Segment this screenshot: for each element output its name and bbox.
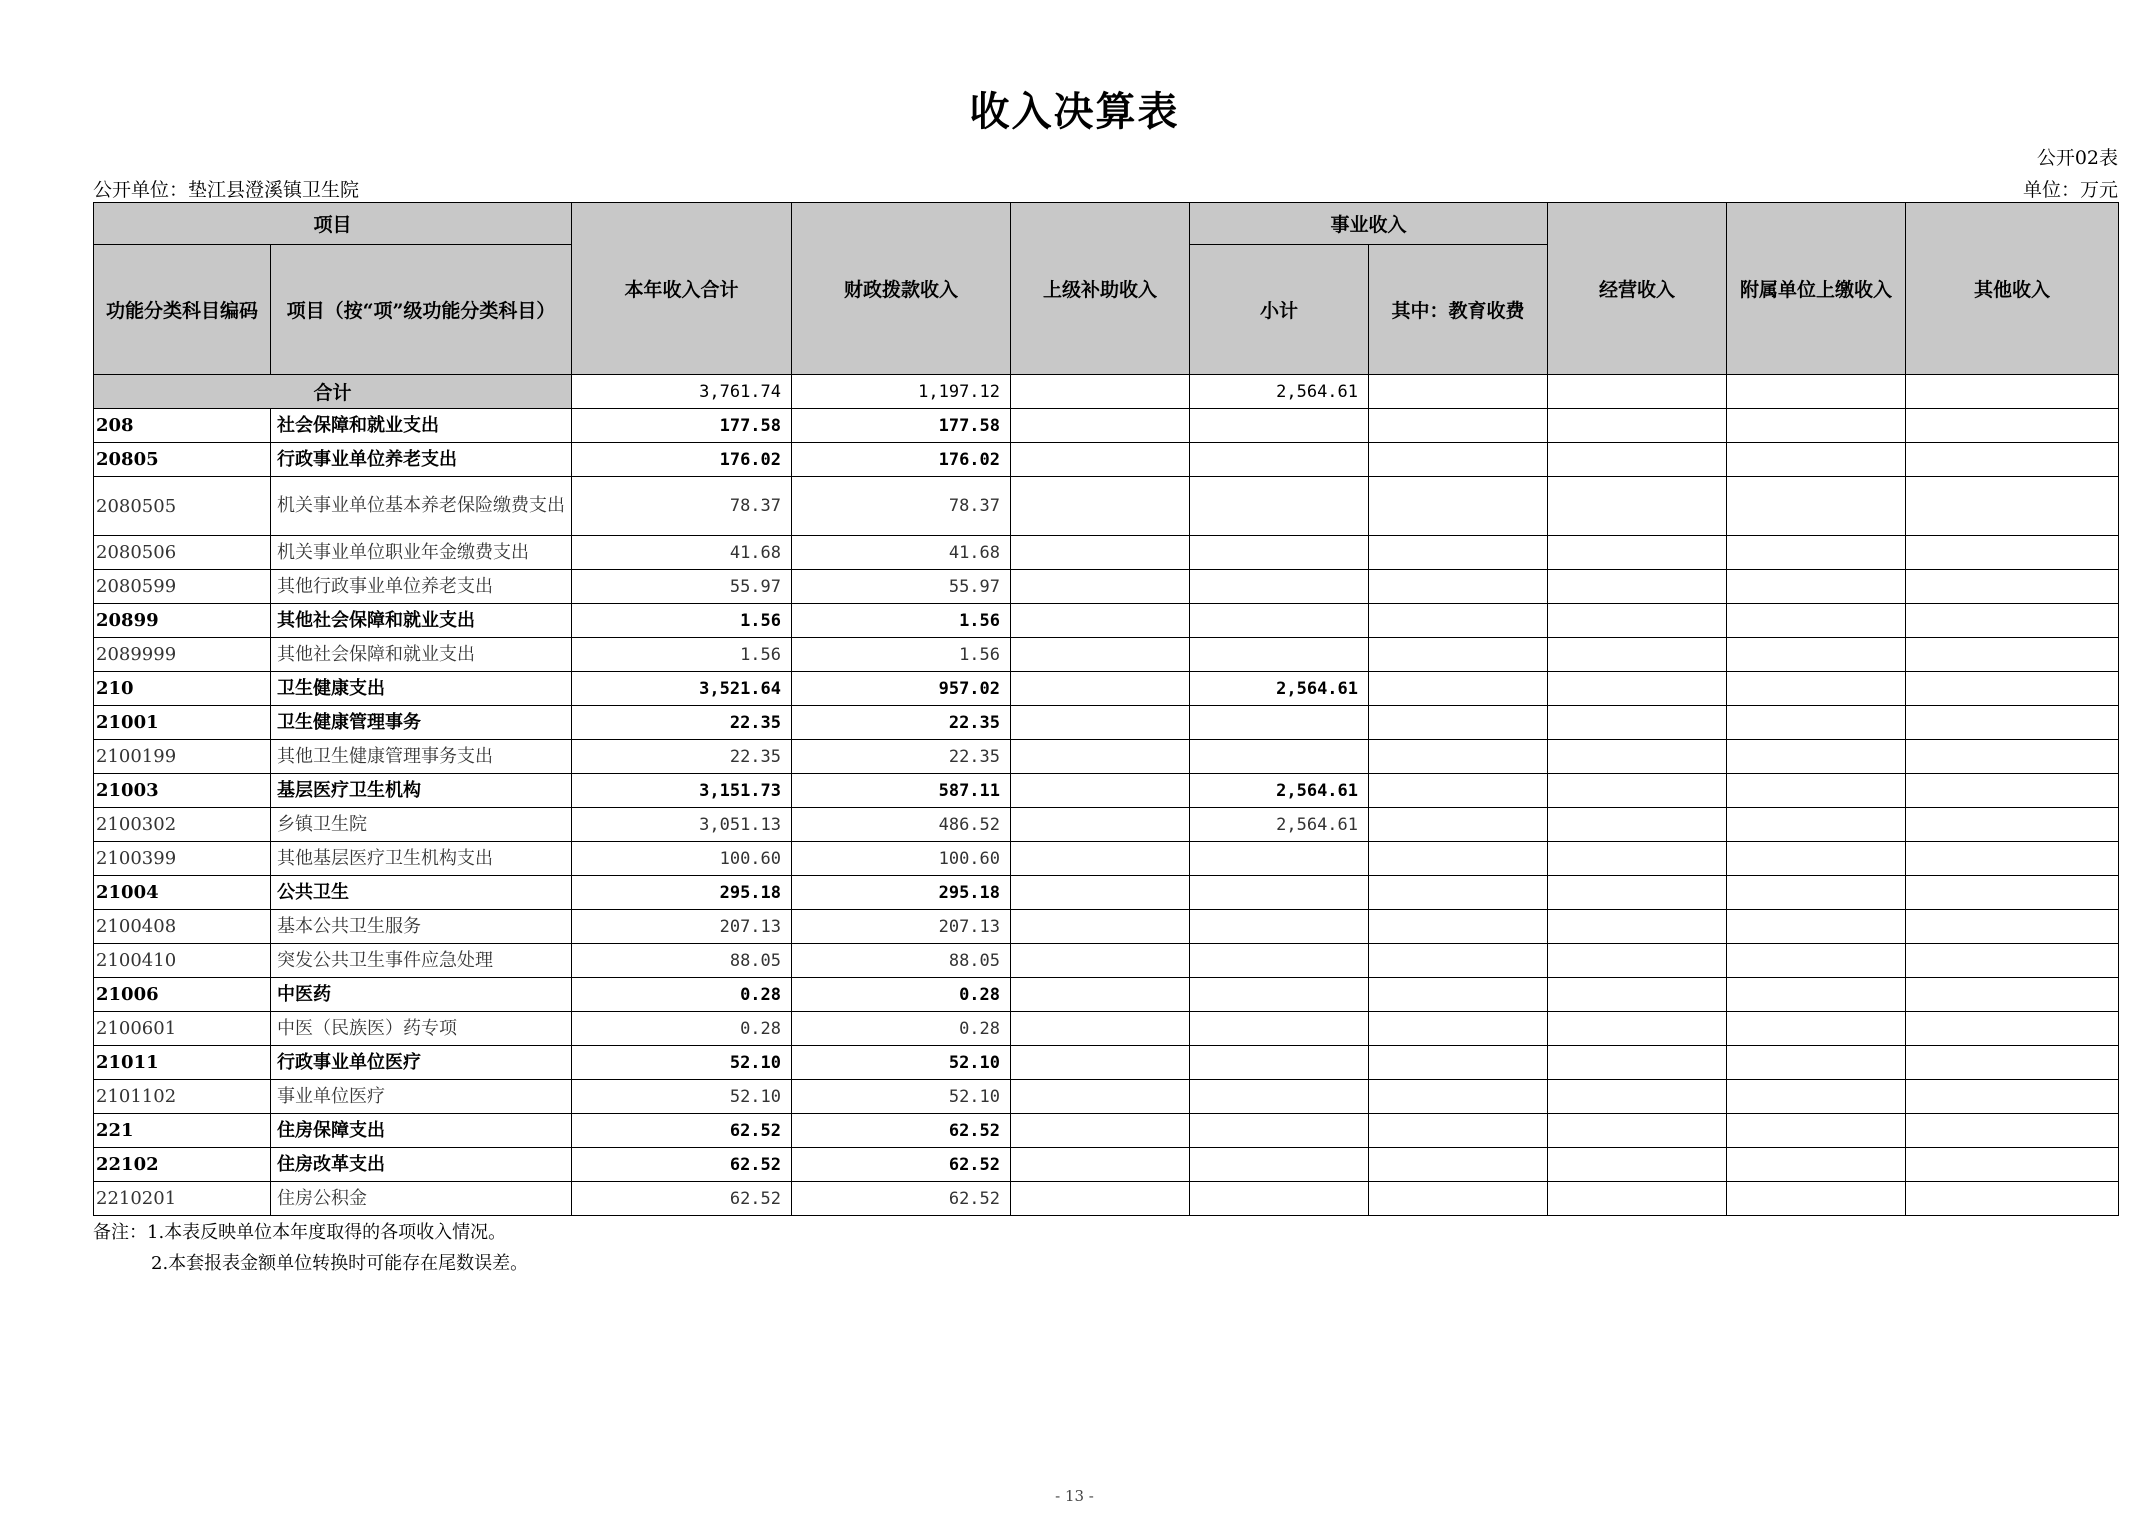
row-superior-subsidy	[1011, 740, 1190, 774]
row-total-income: 176.02	[572, 443, 792, 477]
header-affiliated-income: 附属单位上缴收入	[1727, 203, 1906, 375]
row-name: 机关事业单位基本养老保险缴费支出	[271, 477, 572, 536]
row-fiscal-income: 88.05	[792, 944, 1011, 978]
row-other-income	[1906, 570, 2119, 604]
row-total-income: 62.52	[572, 1114, 792, 1148]
table-row	[94, 570, 2119, 604]
row-superior-subsidy	[1011, 944, 1190, 978]
row-superior-subsidy	[1011, 1012, 1190, 1046]
table-row	[94, 706, 2119, 740]
row-superior-subsidy	[1011, 409, 1190, 443]
row-total-income: 0.28	[572, 978, 792, 1012]
row-education-fee	[1369, 842, 1548, 876]
row-operating-income	[1548, 477, 1727, 536]
table-row	[94, 443, 2119, 477]
total-fiscal-value: 1,197.12	[792, 375, 1011, 409]
total-row	[94, 375, 2119, 409]
row-operating-income	[1548, 876, 1727, 910]
row-business-subtotal	[1190, 409, 1369, 443]
row-affiliated-income	[1727, 638, 1906, 672]
row-education-fee	[1369, 910, 1548, 944]
row-name: 公共卫生	[271, 876, 572, 910]
row-business-subtotal	[1190, 1148, 1369, 1182]
row-name: 其他基层医疗卫生机构支出	[271, 842, 572, 876]
row-code: 21003	[94, 774, 271, 808]
row-business-subtotal	[1190, 706, 1369, 740]
table-row	[94, 1148, 2119, 1182]
row-business-subtotal	[1190, 1114, 1369, 1148]
row-other-income	[1906, 842, 2119, 876]
table-row	[94, 876, 2119, 910]
row-code: 2089999	[94, 638, 271, 672]
row-business-subtotal	[1190, 477, 1369, 536]
row-name: 行政事业单位医疗	[271, 1046, 572, 1080]
row-affiliated-income	[1727, 1182, 1906, 1216]
row-business-subtotal	[1190, 740, 1369, 774]
row-superior-subsidy	[1011, 910, 1190, 944]
row-fiscal-income: 176.02	[792, 443, 1011, 477]
row-name: 住房改革支出	[271, 1148, 572, 1182]
row-affiliated-income	[1727, 477, 1906, 536]
row-superior-subsidy	[1011, 443, 1190, 477]
row-total-income: 3,051.13	[572, 808, 792, 842]
row-business-subtotal	[1190, 536, 1369, 570]
row-name: 其他社会保障和就业支出	[271, 604, 572, 638]
row-total-income: 3,151.73	[572, 774, 792, 808]
header-function-code: 功能分类科目编码	[94, 245, 271, 375]
row-fiscal-income: 55.97	[792, 570, 1011, 604]
row-other-income	[1906, 1114, 2119, 1148]
income-statement-table	[93, 202, 2119, 1216]
report-title: 收入决算表	[969, 88, 1180, 135]
row-operating-income	[1548, 443, 1727, 477]
row-fiscal-income: 62.52	[792, 1148, 1011, 1182]
row-name: 其他社会保障和就业支出	[271, 638, 572, 672]
row-fiscal-income: 1.56	[792, 604, 1011, 638]
row-other-income	[1906, 706, 2119, 740]
row-total-income: 1.56	[572, 604, 792, 638]
row-fiscal-income: 587.11	[792, 774, 1011, 808]
header-other-income: 其他收入	[1906, 203, 2119, 375]
row-affiliated-income	[1727, 978, 1906, 1012]
row-education-fee	[1369, 536, 1548, 570]
reporting-unit: 公开单位：垫江县澄溪镇卫生院	[93, 179, 360, 201]
table-row	[94, 604, 2119, 638]
row-superior-subsidy	[1011, 570, 1190, 604]
row-operating-income	[1548, 706, 1727, 740]
row-superior-subsidy	[1011, 672, 1190, 706]
row-education-fee	[1369, 944, 1548, 978]
table-row	[94, 978, 2119, 1012]
row-total-income: 22.35	[572, 740, 792, 774]
row-operating-income	[1548, 740, 1727, 774]
row-total-income: 3,521.64	[572, 672, 792, 706]
row-other-income	[1906, 876, 2119, 910]
row-name: 住房公积金	[271, 1182, 572, 1216]
row-total-income: 295.18	[572, 876, 792, 910]
row-superior-subsidy	[1011, 808, 1190, 842]
row-other-income	[1906, 910, 2119, 944]
total-operating-value	[1548, 375, 1727, 409]
row-total-income: 55.97	[572, 570, 792, 604]
row-code: 2101102	[94, 1080, 271, 1114]
table-row	[94, 672, 2119, 706]
row-code: 2080505	[94, 477, 271, 536]
row-operating-income	[1548, 570, 1727, 604]
row-business-subtotal	[1190, 570, 1369, 604]
row-name: 社会保障和就业支出	[271, 409, 572, 443]
header-project-group: 项目	[94, 203, 572, 245]
row-superior-subsidy	[1011, 604, 1190, 638]
row-education-fee	[1369, 808, 1548, 842]
row-superior-subsidy	[1011, 1114, 1190, 1148]
row-code: 20805	[94, 443, 271, 477]
row-affiliated-income	[1727, 876, 1906, 910]
row-operating-income	[1548, 604, 1727, 638]
row-affiliated-income	[1727, 706, 1906, 740]
row-fiscal-income: 0.28	[792, 978, 1011, 1012]
row-affiliated-income	[1727, 1046, 1906, 1080]
row-code: 22102	[94, 1148, 271, 1182]
row-affiliated-income	[1727, 1012, 1906, 1046]
total-superior-value	[1011, 375, 1190, 409]
row-name: 行政事业单位养老支出	[271, 443, 572, 477]
header-item-name: 项目（按“项”级功能分类科目）	[271, 245, 572, 375]
row-education-fee	[1369, 1182, 1548, 1216]
row-affiliated-income	[1727, 1148, 1906, 1182]
row-affiliated-income	[1727, 1114, 1906, 1148]
row-operating-income	[1548, 978, 1727, 1012]
row-code: 208	[94, 409, 271, 443]
row-code: 2100408	[94, 910, 271, 944]
row-operating-income	[1548, 944, 1727, 978]
total-label: 合计	[94, 375, 572, 409]
row-operating-income	[1548, 1046, 1727, 1080]
row-business-subtotal	[1190, 978, 1369, 1012]
page-number: - 13 -	[1055, 1487, 1094, 1505]
row-superior-subsidy	[1011, 978, 1190, 1012]
row-fiscal-income: 486.52	[792, 808, 1011, 842]
row-education-fee	[1369, 604, 1548, 638]
row-name: 中医药	[271, 978, 572, 1012]
currency-unit: 单位：万元	[2022, 179, 2118, 201]
row-total-income: 78.37	[572, 477, 792, 536]
row-superior-subsidy	[1011, 1046, 1190, 1080]
row-education-fee	[1369, 706, 1548, 740]
total-affiliated-value	[1727, 375, 1906, 409]
row-education-fee	[1369, 876, 1548, 910]
row-fiscal-income: 78.37	[792, 477, 1011, 536]
row-superior-subsidy	[1011, 774, 1190, 808]
row-business-subtotal	[1190, 604, 1369, 638]
row-business-subtotal	[1190, 1080, 1369, 1114]
table-row	[94, 808, 2119, 842]
row-education-fee	[1369, 477, 1548, 536]
row-other-income	[1906, 1046, 2119, 1080]
row-name: 中医（民族医）药专项	[271, 1012, 572, 1046]
row-education-fee	[1369, 1080, 1548, 1114]
total-education-value	[1369, 375, 1548, 409]
total-income-value: 3,761.74	[572, 375, 792, 409]
row-education-fee	[1369, 740, 1548, 774]
notes	[93, 1217, 528, 1279]
row-code: 2100601	[94, 1012, 271, 1046]
row-education-fee	[1369, 638, 1548, 672]
row-name: 基层医疗卫生机构	[271, 774, 572, 808]
row-operating-income	[1548, 638, 1727, 672]
row-name: 机关事业单位职业年金缴费支出	[271, 536, 572, 570]
row-business-subtotal: 2,564.61	[1190, 672, 1369, 706]
row-business-subtotal	[1190, 443, 1369, 477]
table-row	[94, 1046, 2119, 1080]
table-row	[94, 842, 2119, 876]
header-education-fee: 其中：教育收费	[1369, 245, 1548, 375]
table-row	[94, 477, 2119, 536]
row-name: 卫生健康支出	[271, 672, 572, 706]
note-line-1: 备注：1.本表反映单位本年度取得的各项收入情况。	[93, 1222, 507, 1243]
row-total-income: 62.52	[572, 1148, 792, 1182]
row-business-subtotal	[1190, 876, 1369, 910]
row-other-income	[1906, 978, 2119, 1012]
row-code: 2080599	[94, 570, 271, 604]
row-code: 2100410	[94, 944, 271, 978]
table-row	[94, 536, 2119, 570]
row-total-income: 22.35	[572, 706, 792, 740]
row-affiliated-income	[1727, 842, 1906, 876]
table-row	[94, 638, 2119, 672]
row-business-subtotal	[1190, 638, 1369, 672]
header-subtotal: 小计	[1190, 245, 1369, 375]
row-total-income: 88.05	[572, 944, 792, 978]
header-operating-income: 经营收入	[1548, 203, 1727, 375]
row-operating-income	[1548, 1182, 1727, 1216]
row-business-subtotal	[1190, 842, 1369, 876]
row-superior-subsidy	[1011, 876, 1190, 910]
row-fiscal-income: 100.60	[792, 842, 1011, 876]
row-other-income	[1906, 808, 2119, 842]
row-other-income	[1906, 1182, 2119, 1216]
row-fiscal-income: 295.18	[792, 876, 1011, 910]
row-other-income	[1906, 409, 2119, 443]
row-operating-income	[1548, 1080, 1727, 1114]
row-affiliated-income	[1727, 808, 1906, 842]
row-name: 住房保障支出	[271, 1114, 572, 1148]
row-superior-subsidy	[1011, 706, 1190, 740]
row-superior-subsidy	[1011, 842, 1190, 876]
row-code: 20899	[94, 604, 271, 638]
row-other-income	[1906, 443, 2119, 477]
row-affiliated-income	[1727, 672, 1906, 706]
row-total-income: 52.10	[572, 1080, 792, 1114]
row-superior-subsidy	[1011, 638, 1190, 672]
row-business-subtotal	[1190, 910, 1369, 944]
row-other-income	[1906, 1012, 2119, 1046]
row-fiscal-income: 22.35	[792, 740, 1011, 774]
row-other-income	[1906, 638, 2119, 672]
row-affiliated-income	[1727, 536, 1906, 570]
row-code: 21011	[94, 1046, 271, 1080]
row-education-fee	[1369, 1114, 1548, 1148]
row-business-subtotal: 2,564.61	[1190, 774, 1369, 808]
row-total-income: 177.58	[572, 409, 792, 443]
table-row	[94, 1080, 2119, 1114]
row-education-fee	[1369, 672, 1548, 706]
row-operating-income	[1548, 1114, 1727, 1148]
row-education-fee	[1369, 1046, 1548, 1080]
row-superior-subsidy	[1011, 1080, 1190, 1114]
row-fiscal-income: 62.52	[792, 1182, 1011, 1216]
row-other-income	[1906, 536, 2119, 570]
row-operating-income	[1548, 808, 1727, 842]
row-business-subtotal	[1190, 944, 1369, 978]
table-row	[94, 409, 2119, 443]
row-code: 2080506	[94, 536, 271, 570]
row-name: 其他卫生健康管理事务支出	[271, 740, 572, 774]
row-operating-income	[1548, 1148, 1727, 1182]
header-fiscal-income: 财政拨款收入	[792, 203, 1011, 375]
row-fiscal-income: 177.58	[792, 409, 1011, 443]
row-fiscal-income: 207.13	[792, 910, 1011, 944]
header-superior-subsidy: 上级补助收入	[1011, 203, 1190, 375]
row-code: 21004	[94, 876, 271, 910]
row-total-income: 52.10	[572, 1046, 792, 1080]
row-other-income	[1906, 672, 2119, 706]
row-name: 突发公共卫生事件应急处理	[271, 944, 572, 978]
row-education-fee	[1369, 978, 1548, 1012]
row-operating-income	[1548, 672, 1727, 706]
row-fiscal-income: 62.52	[792, 1114, 1011, 1148]
table-row	[94, 1012, 2119, 1046]
row-fiscal-income: 52.10	[792, 1080, 1011, 1114]
note-line-2: 2.本套报表金额单位转换时可能存在尾数误差。	[151, 1253, 529, 1274]
row-business-subtotal	[1190, 1012, 1369, 1046]
row-name: 乡镇卫生院	[271, 808, 572, 842]
row-business-subtotal: 2,564.61	[1190, 808, 1369, 842]
row-other-income	[1906, 604, 2119, 638]
row-total-income: 41.68	[572, 536, 792, 570]
row-operating-income	[1548, 774, 1727, 808]
total-other-value	[1906, 375, 2119, 409]
row-affiliated-income	[1727, 604, 1906, 638]
row-other-income	[1906, 477, 2119, 536]
row-other-income	[1906, 774, 2119, 808]
row-superior-subsidy	[1011, 477, 1190, 536]
header-business-income-group: 事业收入	[1190, 203, 1548, 245]
row-operating-income	[1548, 1012, 1727, 1046]
row-superior-subsidy	[1011, 1182, 1190, 1216]
row-fiscal-income: 22.35	[792, 706, 1011, 740]
row-code: 221	[94, 1114, 271, 1148]
table-row	[94, 1114, 2119, 1148]
row-affiliated-income	[1727, 740, 1906, 774]
row-name: 其他行政事业单位养老支出	[271, 570, 572, 604]
row-fiscal-income: 52.10	[792, 1046, 1011, 1080]
row-name: 事业单位医疗	[271, 1080, 572, 1114]
row-education-fee	[1369, 443, 1548, 477]
total-subtotal-value: 2,564.61	[1190, 375, 1369, 409]
row-operating-income	[1548, 536, 1727, 570]
table-row	[94, 740, 2119, 774]
row-education-fee	[1369, 1012, 1548, 1046]
row-affiliated-income	[1727, 1080, 1906, 1114]
row-operating-income	[1548, 409, 1727, 443]
row-code: 2100199	[94, 740, 271, 774]
row-superior-subsidy	[1011, 536, 1190, 570]
form-number: 公开02表	[2036, 147, 2118, 169]
table-row	[94, 910, 2119, 944]
row-affiliated-income	[1727, 910, 1906, 944]
row-code: 2100302	[94, 808, 271, 842]
row-total-income: 62.52	[572, 1182, 792, 1216]
row-code: 2100399	[94, 842, 271, 876]
row-business-subtotal	[1190, 1046, 1369, 1080]
row-total-income: 207.13	[572, 910, 792, 944]
row-operating-income	[1548, 910, 1727, 944]
row-education-fee	[1369, 409, 1548, 443]
row-fiscal-income: 1.56	[792, 638, 1011, 672]
row-fiscal-income: 41.68	[792, 536, 1011, 570]
row-name: 基本公共卫生服务	[271, 910, 572, 944]
row-fiscal-income: 0.28	[792, 1012, 1011, 1046]
header-total-income: 本年收入合计	[572, 203, 792, 375]
row-fiscal-income: 957.02	[792, 672, 1011, 706]
row-other-income	[1906, 1148, 2119, 1182]
row-affiliated-income	[1727, 944, 1906, 978]
row-education-fee	[1369, 570, 1548, 604]
row-business-subtotal	[1190, 1182, 1369, 1216]
row-other-income	[1906, 740, 2119, 774]
row-education-fee	[1369, 1148, 1548, 1182]
row-name: 卫生健康管理事务	[271, 706, 572, 740]
row-affiliated-income	[1727, 774, 1906, 808]
row-code: 21001	[94, 706, 271, 740]
row-affiliated-income	[1727, 409, 1906, 443]
row-other-income	[1906, 944, 2119, 978]
table-row	[94, 944, 2119, 978]
row-operating-income	[1548, 842, 1727, 876]
row-total-income: 100.60	[572, 842, 792, 876]
row-total-income: 1.56	[572, 638, 792, 672]
row-code: 210	[94, 672, 271, 706]
table-row	[94, 1182, 2119, 1216]
table-row	[94, 774, 2119, 808]
row-affiliated-income	[1727, 570, 1906, 604]
row-code: 2210201	[94, 1182, 271, 1216]
row-affiliated-income	[1727, 443, 1906, 477]
row-superior-subsidy	[1011, 1148, 1190, 1182]
row-code: 21006	[94, 978, 271, 1012]
row-total-income: 0.28	[572, 1012, 792, 1046]
row-education-fee	[1369, 774, 1548, 808]
row-other-income	[1906, 1080, 2119, 1114]
